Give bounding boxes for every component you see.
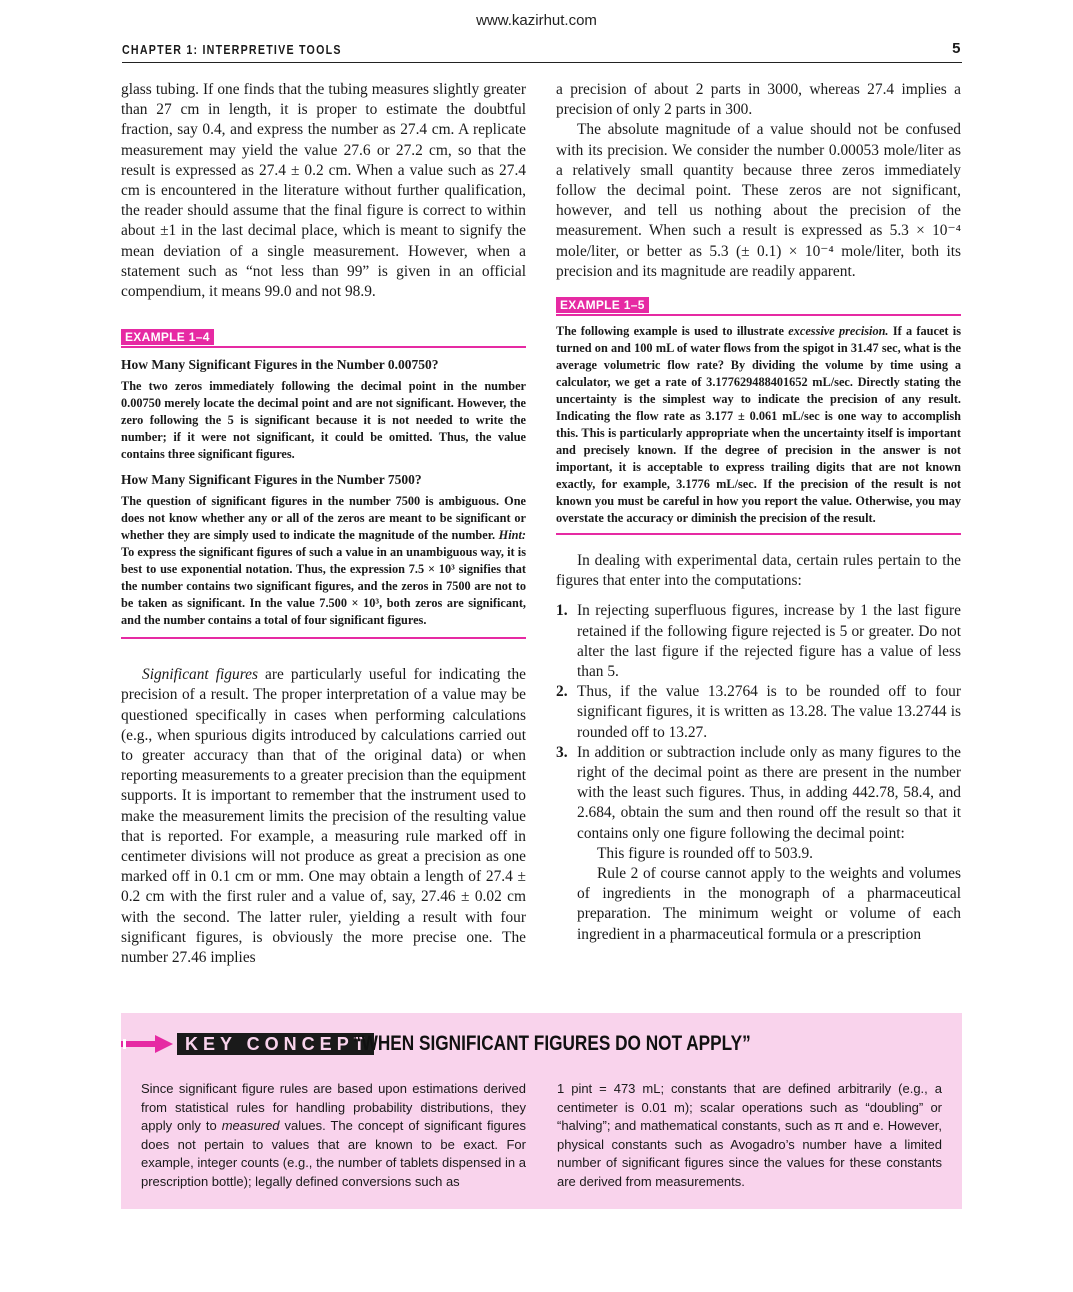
example-1-4 [121,328,526,639]
key-concept-header [121,1031,962,1057]
example-top-rule [556,314,961,316]
rule-text: In rejecting superfluous figures, increase by 1 the last figure retained if the following figure rejected is 5 or greater. Do not alter the last figure if the rejected figure has a value of less than 5. [577,602,961,681]
example-question: How Many Significant Figures in the Number 7500? [121,472,422,488]
watermark-url: www.kazirhut.com [476,12,597,29]
hint-label: Hint: [498,528,526,543]
left-column [121,80,526,968]
paragraph-rules-intro: In dealing with experimental data, certain rules pertain to the figures that enter into the computations: [556,552,961,590]
emphasis-excessive-precision: excessive precision. [788,324,889,339]
paragraph-absolute-magnitude: The absolute magnitude of a value should not be confused with its precision. We consider the number 0.00053 mole/liter as a relatively small quantity because three zeros immediately follow the decimal point. These zeros are not significant, however, and tell us nothing about the precision of the measurement. When such a result is expressed as 5.3 × 10⁻⁴ mole/liter, or better as 5.3 (± 0.1) × 10⁻⁴ mole/liter, both its precision and its magnitude are readily apparent. [556,121,961,280]
key-concept-tag: KEY CONCEPT [177,1033,374,1055]
right-column [556,80,961,945]
example-bottom-rule [121,637,526,639]
example-bottom-rule [556,533,961,535]
running-head [122,40,962,63]
answer-text: The question of significant figures in the number 7500 is ambiguous. One does not know whether any or all of the zeros are meant to be significant or whether they are simply used to indicate the magnitude of the number. [121,494,526,543]
paragraph-text: are particularly useful for indicating the precision of a result. The proper interpretation of a value may be questioned specifically in cases when performing calculations (e.g., when spurious digits introduced by calculations carried out to greater accuracy than that of the original data) or when reporting measurements to a greater precision than the equipment supports. It is important to remember that the instrument used to make the measurement limits the precision of the resulting value that is reported. For example, a measuring rule marked off in centimeter divisions will not produce as great a precision as one marked off in 0.1 cm or mm. One may obtain a length of 27.4 ± 0.2 cm with the first ruler and a value of, say, 27.46 ± 0.02 cm with the second. The latter ruler, yielding a result with four significant figures, is obviously the more precise one. The number 27.46 implies [121,666,527,967]
rules-list [556,601,961,843]
rule-item [556,682,961,743]
example-label: EXAMPLE 1–4 [121,329,214,345]
key-concept-text: Since significant figure rules are based upon estimations derived from statistical rules for handling probability distributions, they apply only to [141,1081,526,1133]
example-answer: The two zeros immediately following the decimal point in the number 0.00750 merely locate the decimal point and are not significant. However, the zero following the 5 is significant because it is not needed to write the number; if it were not significant, it could be omitted. Thus, the value contains three significant figures. [121,379,526,462]
example-top-rule [121,346,526,348]
rule-item [556,743,961,844]
paragraph-rule-2-note: Rule 2 of course cannot apply to the weights and volumes of ingredients in the monograph of a pharmaceutical preparation. The minimum weight or volume of each ingredient in a pharmaceutical formula or a prescription [577,865,961,943]
key-concept-text-left [141,1080,526,1191]
answer-text: To express the significant figures of such a value in an unambiguous way, it is best to use exponential notation. Thus, the expression 7.5 × 10³ signifies that the number contains two significant figures, and the zeros in 7500 are not to be taken as significant. In the value 7.500 × 10³, both zeros are significant, and the number contains a total of four significant figures. [121,545,526,628]
paragraph-significant-figures [121,665,526,968]
example-text [556,323,961,527]
key-concept-box [121,1013,962,1209]
rule-number: 1. [556,602,568,620]
example-question: How Many Significant Figures in the Number 0.00750? [121,357,439,373]
key-concept-text: values. The concept of significant figures does not pertain to values that are known to be exact. For example, integer counts (e.g., the number of tablets dispensed in a prescription bottle); legally defined conversions such as [141,1118,526,1189]
rule-text: Thus, if the value 13.2764 is to be rounded off to four significant figures, it is written as 13.28. The value 13.2744 is rounded off to 13.27. [577,683,961,741]
rule-text: In addition or subtraction include only as many figures to the right of the decimal point as there are present in the number with the least such figures. Thus, in adding 442.78, 58.4, and 2.684, obtain the sum and then round off the result so that it contains only one figure following the decimal point: [577,743,961,842]
paragraph-precision: a precision of about 2 parts in 3000, whereas 27.4 implies a precision of only 2 parts in 300. [556,81,961,119]
key-concept-text-right: 1 pint = 473 mL; constants that are defined arbitrarily (e.g., a centimeter is 0.01 m); scalar operations such as “doubling” or “halving”; and mathematical constants, such as π and e. However, physical constants such as Avogadro’s number have a limited number of significant figures since the values for these constants are derived from measurements. [557,1081,942,1189]
key-concept-title: “WHEN SIGNIFICANT FIGURES DO NOT APPLY” [353,1032,751,1055]
example-1-5 [556,296,961,535]
example-text-part: If a faucet is turned on and 100 mL of water flows from the spigot in 31.47 sec, what is the average volumetric flow rate? By dividing the volume by time using a calculator, we get a rate of 3.177629488401652 mL/sec. Directly stating the uncertainty is the simplest way to indicate the precision of any result. Indicating the flow rate as 3.177 ± 0.061 mL/sec is one way to accomplish this. This is particularly appropriate when the uncertainty itself is important and precisely known. If the degree of precision in the answer is not important, it is acceptable to express trailing digits that are not known exactly, for example, 3.1776 mL/sec. If the precision of the result is not known you must be careful in how you report the value. Otherwise, you may overstate the accuracy or diminish the precision of the result. [556,324,962,526]
emphasis-measured: measured [221,1118,280,1133]
example-answer [121,493,526,629]
paragraph-glass-tubing: glass tubing. If one finds that the tubing measures slightly greater than 27 cm in length, it is proper to estimate the doubtful fraction, say 0.4, and express the number as 27.4 cm. A replicate measurement may yield the value 27.6 or 27.2 cm, so that the result is expressed as 27.4 ± 0.2 cm. When a value such as 27.4 cm is encountered in the literature without further qualification, the reader should assume that the final figure is correct to within about ±1 in the last decimal place, which is meant to signify the mean deviation of a single measurement. However, when a statement such as “not less than 99” is given in an official compendium, it means 99.0 and not 98.9. [121,81,526,301]
rule-3-followup: This figure is rounded off to 503.9. [597,844,814,862]
term-significant-figures: Significant figures [142,666,258,684]
rule-item [556,601,961,682]
example-text-part: The following example is used to illustrate [556,324,784,339]
chapter-title: CHAPTER 1: INTERPRETIVE TOOLS [122,42,342,57]
example-label: EXAMPLE 1–5 [556,297,649,313]
page-number: 5 [952,40,962,57]
rule-number: 3. [556,743,568,761]
rule-number: 2. [556,683,568,701]
arrow-icon [121,1033,181,1055]
